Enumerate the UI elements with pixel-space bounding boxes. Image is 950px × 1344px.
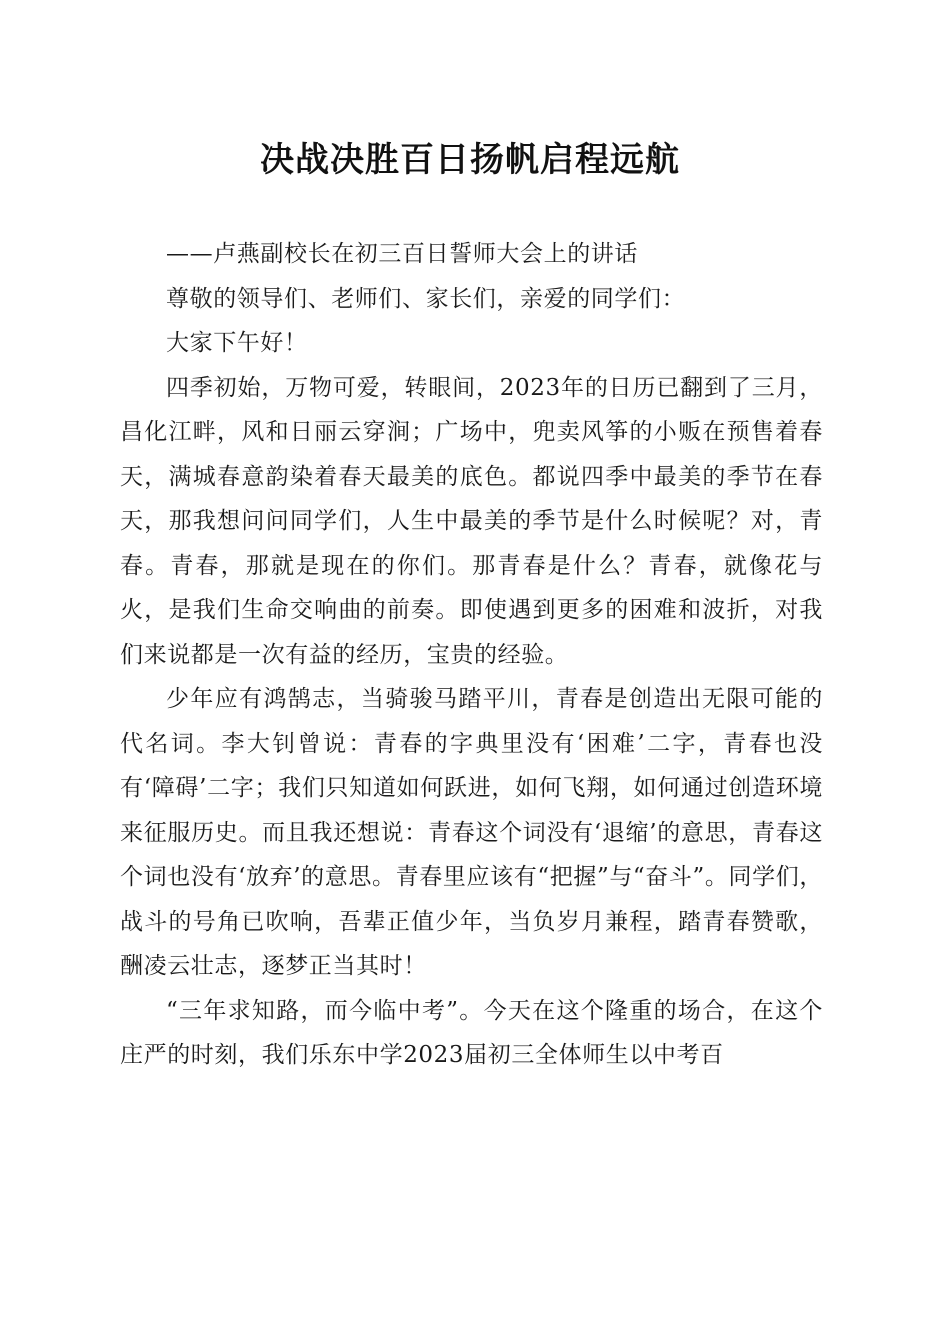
speech-subtitle: ——卢燕副校长在初三百日誓师大会上的讲话: [166, 241, 638, 267]
greeting: 大家下午好！: [166, 330, 308, 356]
paragraph-1: 四季初始，万物可爱，转眼间，2023年的日历已翻到了三月，昌化江畔，风和日丽云穿涧；广场中，兜卖风筝的小贩在预售着春天，满城春意韵染着春天最美的底色。都说四季中最美的季节在春天，那我想问问同学们，人生中最美的季节是什么时候呢？对，青春。青春，那就是现在的你们。那青春是什么？青春，就像花与火，是我们生命交响曲的前奏。即使遇到更多的困难和波折，对我们来说都是一次有益的经历，宝贵的经验。: [120, 374, 823, 668]
salutation: 尊敬的领导们、老师们、家长们，亲爱的同学们：: [166, 285, 686, 312]
paragraph-2: 少年应有鸿鹄志，当骑骏马踏平川，青春是创造出无限可能的代名词。李大钊曾说：青春的字典里没有‘困难’二字，青春也没有‘障碍’二字；我们只知道如何跃进，如何飞翔，如何通过创造环境来征服历史。而且我还想说：青春这个词没有‘退缩’的意思，青春这个词也没有‘放弃’的意思。青春里应该有“把握”与“奋斗”。同学们，战斗的号角已吹响，吾辈正值少年，当负岁月兼程，踏青春赞歌，酬凌云壮志，逐梦正当其时！: [120, 686, 823, 979]
page-title: 决战决胜百日扬帆启程远航: [260, 140, 680, 180]
speech-body: [120, 232, 823, 1078]
paragraph-3: “三年求知路，而今临中考”。今天在这个隆重的场合，在这个庄严的时刻，我们乐东中学2023届初三全体师生以中考百: [120, 997, 823, 1068]
